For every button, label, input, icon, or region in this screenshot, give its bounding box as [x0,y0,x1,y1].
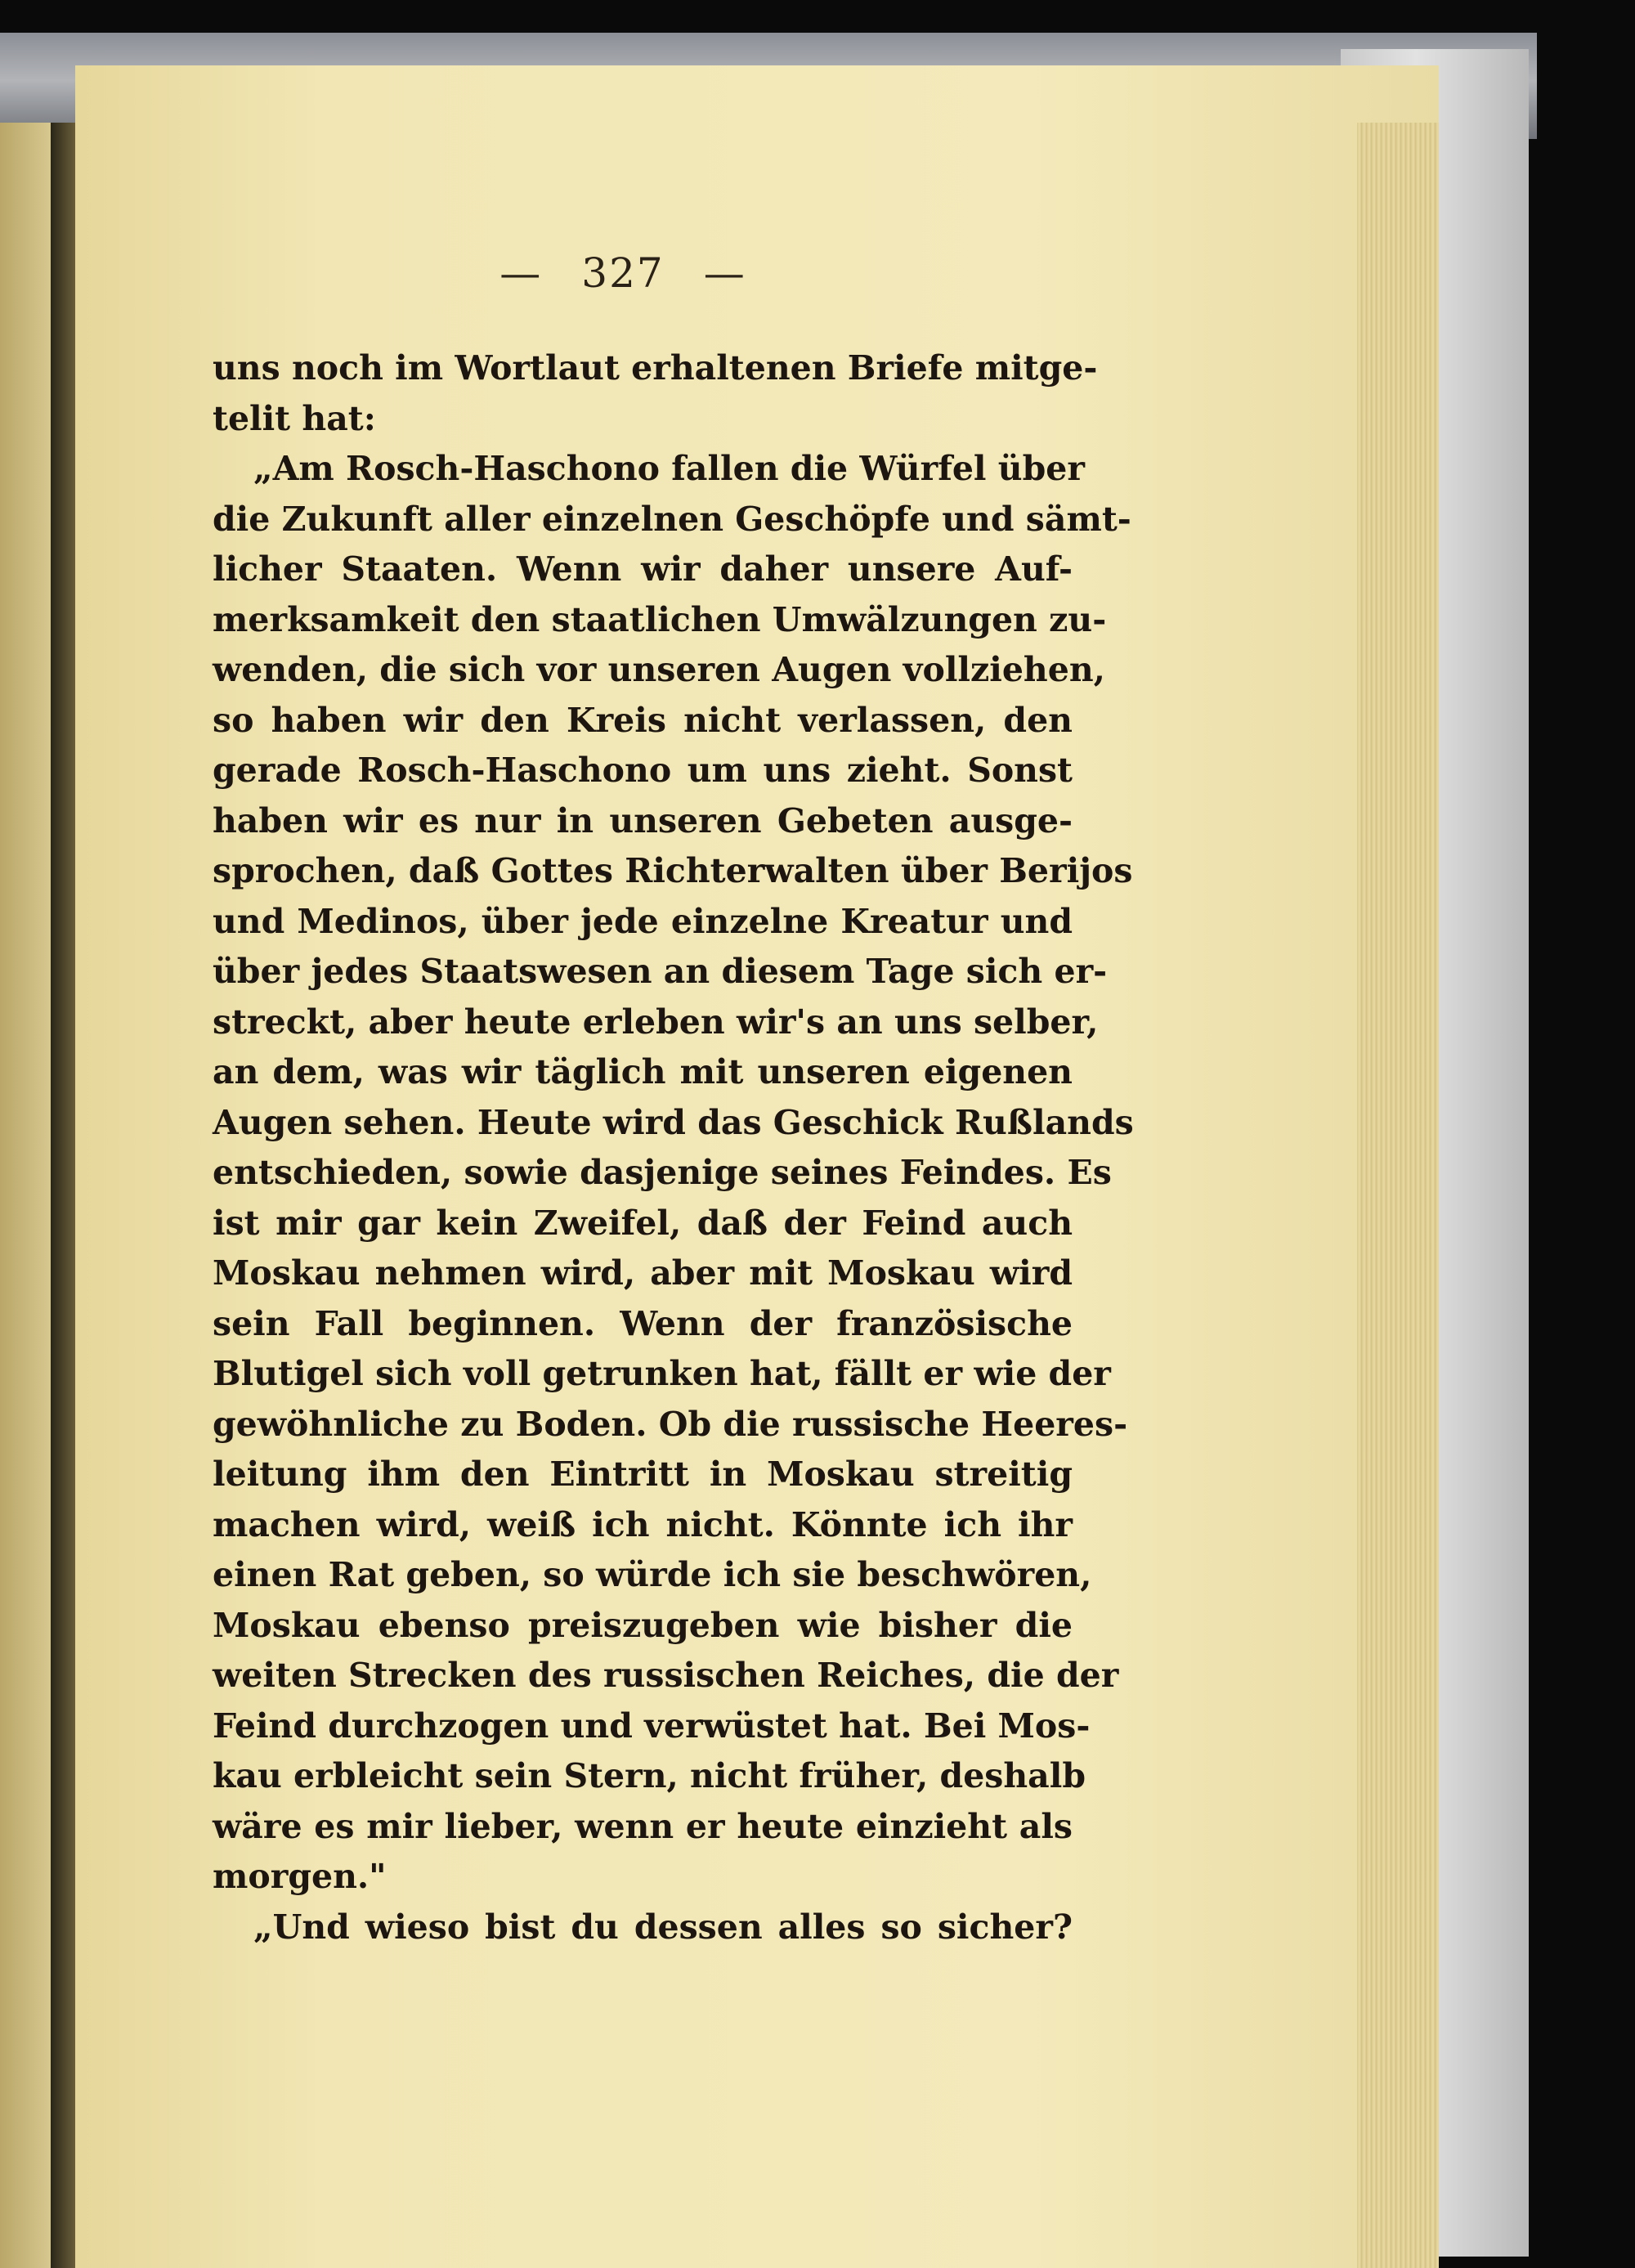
text-line: Feind durchzogen und verwüstet hat. Bei Mos- [213,1705,1091,1746]
text-line: kau erbleicht sein Stern, nicht früher, deshalb [213,1756,1086,1795]
text-line: Augen sehen. Heute wird das Geschick Rußlands [213,1102,1134,1142]
text-line: „Und wieso bist du dessen alles so sicher? [253,1907,1073,1947]
text-line: merksamkeit den staatlichen Umwälzungen zu- [213,599,1107,639]
text-line: und Medinos, über jede einzelne Kreatur und [213,901,1073,941]
body-text [213,343,1134,1952]
text-line: uns noch im Wortlaut erhaltenen Briefe mitge- [213,348,1098,388]
text-line: entschieden, sowie dasjenige seines Feindes. Es [213,1153,1112,1192]
text-line: leitung ihm den Eintritt in Moskau streitig [213,1454,1073,1494]
text-line: ist mir gar kein Zweifel, daß der Feind auch [213,1203,1073,1243]
page-number: 327 [581,249,665,297]
text-line: an dem, was wir täglich mit unseren eigenen [213,1052,1073,1091]
text-line: weiten Strecken des russischen Reiches, die der [213,1656,1119,1695]
previous-page-edge [0,123,51,2268]
text-line: sprochen, daß Gottes Richterwalten über Berijos [213,851,1133,890]
text-line: einen Rat geben, so würde ich sie beschwören, [213,1555,1092,1594]
text-line: morgen." [213,1857,387,1896]
text-line: haben wir es nur in unseren Gebeten ausge- [213,800,1073,840]
page-header [75,249,1171,297]
text-line: telit hat: [213,398,376,438]
text-line: wäre es mir lieber, wenn er heute einzieht als [213,1806,1073,1846]
text-line: gerade Rosch-Haschono um uns zieht. Sonst [213,751,1073,790]
text-line: gewöhnliche zu Boden. Ob die russische Heeres- [213,1404,1128,1444]
text-line: wenden, die sich vor unseren Augen vollziehen, [213,650,1105,689]
text-line: Moskau ebenso preiszugeben wie bisher die [213,1605,1073,1645]
text-line: licher Staaten. Wenn wir daher unsere Auf- [213,549,1073,589]
text-line: Blutigel sich voll getrunken hat, fällt er wie der [213,1354,1111,1393]
text-line: die Zukunft aller einzelnen Geschöpfe und sämt- [213,499,1131,539]
book-spine-gutter [51,123,75,2268]
text-line: „Am Rosch-Haschono fallen die Würfel über [253,449,1085,488]
page-stack-edge [1357,123,1439,2268]
text-line: so haben wir den Kreis nicht verlassen, den [213,700,1073,740]
text-line: sein Fall beginnen. Wenn der französische [213,1303,1073,1343]
header-dash-left: — [499,249,543,297]
header-dash-right: — [703,249,746,297]
text-line: über jedes Staatswesen an diesem Tage sich er- [213,952,1108,991]
text-line: Moskau nehmen wird, aber mit Moskau wird [213,1253,1073,1293]
text-line: streckt, aber heute erleben wir's an uns selber, [213,1002,1099,1042]
text-line: machen wird, weiß ich nicht. Könnte ich ihr [213,1504,1073,1544]
